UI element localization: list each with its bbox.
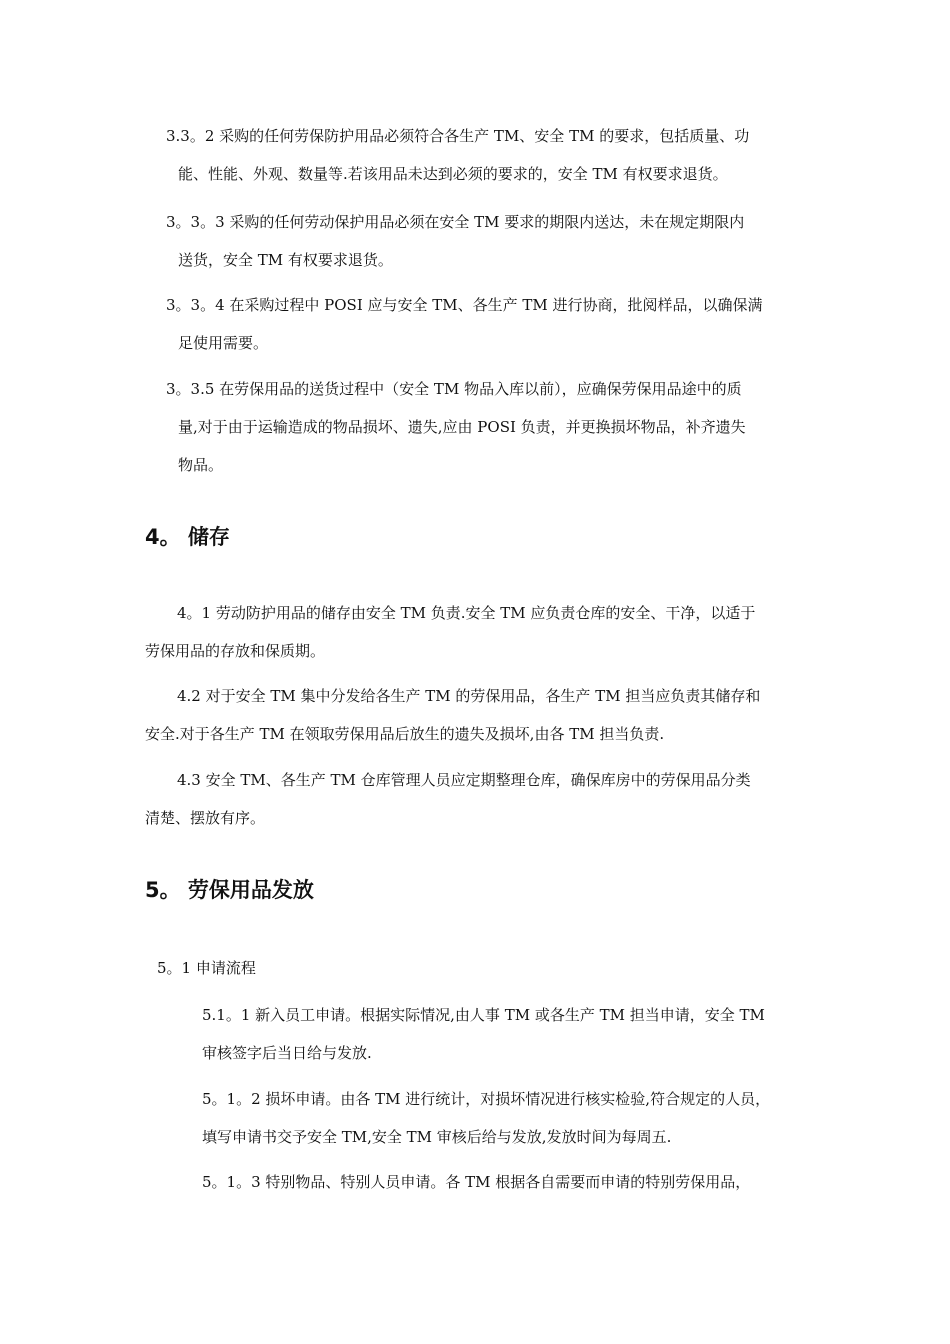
paragraph-5-1-2 xyxy=(202,1080,770,1156)
paragraph-4-2 xyxy=(145,677,760,753)
subheading-5-1 xyxy=(157,949,256,987)
text-line: 劳保用品的存放和保质期。 xyxy=(145,642,326,660)
text-line: 4.3 安全 TM、各生产 TM 仓库管理人员应定期整理仓库，确保库房中的劳保用品分类 xyxy=(177,771,751,789)
text-line: 量,对于由于运输造成的物品损坏、遗失,应由 POSI 负责，并更换损坏物品，补齐遗失 xyxy=(178,418,746,436)
text-line: 填写申请书交予安全 TM,安全 TM 审核后给与发放,发放时间为每周五. xyxy=(202,1128,672,1146)
text-line: 审核签字后当日给与发放. xyxy=(202,1044,372,1062)
paragraph-4-1 xyxy=(145,594,755,670)
text-line: 安全.对于各生产 TM 在领取劳保用品后放生的遗失及损坏,由各 TM 担当负责. xyxy=(145,725,665,743)
paragraph-3-3-5 xyxy=(166,370,746,484)
text-line: 5。1 申请流程 xyxy=(157,959,256,977)
text-line: 4.2 对于安全 TM 集中分发给各生产 TM 的劳保用品，各生产 TM 担当应负责其储存和 xyxy=(177,687,761,705)
paragraph-3-3-4 xyxy=(166,286,763,362)
text-line: 5。1。2 损坏申请。由各 TM 进行统计，对损坏情况进行核实检验,符合规定的人员， xyxy=(202,1090,771,1108)
text-line: 3。3。4 在采购过程中 POSI 应与安全 TM、各生产 TM 进行协商，批阅样品，以确保满 xyxy=(166,296,763,314)
text-line: 5。1。3 特别物品、特别人员申请。各 TM 根据各自需要而申请的特别劳保用品， xyxy=(202,1173,751,1191)
text-line: 足使用需要。 xyxy=(178,334,269,352)
text-line: 3.3。2 采购的任何劳保防护用品必须符合各生产 TM、安全 TM 的要求，包括质量、功 xyxy=(166,127,750,145)
text-line: 3。3.5 在劳保用品的送货过程中（安全 TM 物品入库以前），应确保劳保用品途中的质 xyxy=(166,380,742,398)
section-heading-storage: 4。 储存 xyxy=(145,525,230,549)
text-line: 5.1。1 新入员工申请。根据实际情况,由人事 TM 或各生产 TM 担当申请，安全 TM xyxy=(202,1006,765,1024)
section-heading-distribution: 5。 劳保用品发放 xyxy=(145,878,314,902)
text-line: 送货，安全 TM 有权要求退货。 xyxy=(178,251,393,269)
text-line: 物品。 xyxy=(178,456,224,474)
paragraph-3-3-2 xyxy=(166,117,749,193)
paragraph-5-1-1 xyxy=(202,996,765,1072)
paragraph-4-3 xyxy=(145,761,751,837)
text-line: 能、性能、外观、数量等.若该用品未达到必须的要求的，安全 TM 有权要求退货。 xyxy=(178,165,728,183)
text-line: 4。1 劳动防护用品的储存由安全 TM 负责.安全 TM 应负责仓库的安全、干净，以适于 xyxy=(177,604,756,622)
paragraph-3-3-3 xyxy=(166,203,744,279)
text-line: 3。3。3 采购的任何劳动保护用品必须在安全 TM 要求的期限内送达，未在规定期限内 xyxy=(166,213,745,231)
paragraph-5-1-3 xyxy=(202,1163,750,1201)
text-line: 清楚、摆放有序。 xyxy=(145,809,266,827)
